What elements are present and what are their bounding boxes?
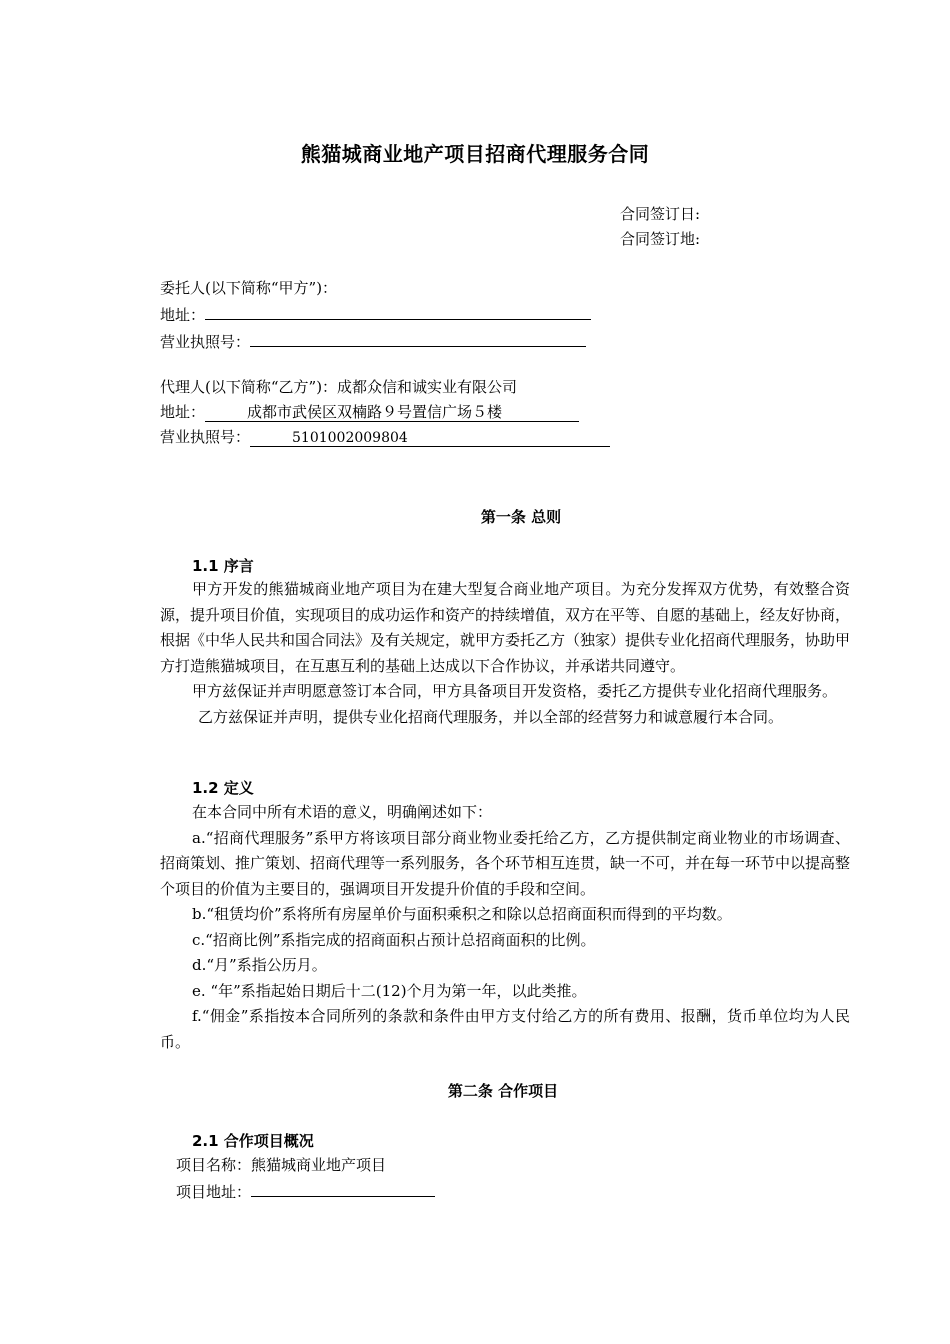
preamble-paragraph-3: 乙方兹保证并声明，提供专业化招商代理服务，并以全部的经营努力和诚意履行本合同。 [198,707,784,726]
project-name: 项目名称：熊猫城商业地产项目 [176,1156,387,1174]
party-b-block [160,375,610,450]
party-a-license-line [160,328,591,355]
section-1-2-heading: 1.2 定义 [192,779,254,797]
party-a-license-label: 营业执照号： [160,333,251,351]
party-a-address-value [205,301,591,320]
section-1-1-heading: 1.1 序言 [192,557,254,575]
party-b-license-underline [250,428,610,447]
definitions-intro: 在本合同中所有术语的意义，明确阐述如下： [192,803,493,821]
definition-e: e. “年”系指起始日期后十二(12)个月为第一年，以此类推。 [192,981,587,1000]
article-2-heading: 第二条 合作项目 [447,1082,559,1100]
party-b-address-label: 地址： [160,403,206,421]
signing-date-label: 合同签订日: [620,205,701,223]
signing-info [620,202,700,252]
party-a-address-label: 地址： [160,306,206,324]
party-b-license-label: 营业执照号： [160,428,251,446]
party-a-block [160,276,591,355]
document-title: 熊猫城商业地产项目招商代理服务合同 [300,142,650,166]
article-1-heading: 第一条 总则 [480,508,562,526]
party-a-intro: 委托人(以下简称“甲方”)： [160,279,338,297]
party-b-address-line [160,400,610,425]
project-overview [176,1153,435,1205]
party-a-license-value [250,328,586,347]
definition-f: f.“佣金”系指按本合同所列的条款和条件由甲方支付给乙方的所有费用、报酬，货币单位均为人民币。 [160,1007,850,1051]
project-address-value [251,1178,435,1197]
definition-a: a.“招商代理服务”系甲方将该项目部分商业物业委托给乙方，乙方提供制定商业物业的市场调查、招商策划、推广策划、招商代理等一系列服务，各个环节相互连贯，缺一不可，并在每一环节中以提高整个项目的价值为主要目的，强调项目开发提升价值的手段和空间。 [160,828,851,898]
party-b-address-underline [205,403,579,422]
party-b-license-line [160,425,610,450]
party-b-license-value: 5101002009804 [292,430,408,446]
section-1-2-body [160,800,850,1055]
section-2-1-heading: 2.1 合作项目概况 [192,1132,314,1150]
preamble-paragraph-1: 甲方开发的熊猫城商业地产项目为在建大型复合商业地产项目。为充分发挥双方优势，有效整合资源，提升项目价值，实现项目的成功运作和资产的持续增值，双方在平等、自愿的基础上，经友好协商，根据《中华人民共和国合同法》及有关规定，就甲方委托乙方（独家）提供专业化招商代理服务，协助甲方打造熊猫城项目，在互惠互利的基础上达成以下合作协议，并承诺共同遵守。 [160,580,851,675]
definition-c: c.“招商比例”系指完成的招商面积占预计总招商面积的比例。 [192,930,596,949]
preamble-paragraph-2: 甲方兹保证并声明愿意签订本合同，甲方具备项目开发资格，委托乙方提供专业化招商代理服务。 [192,682,838,700]
definition-d: d.“月”系指公历月。 [192,956,327,974]
section-1-1-body [160,577,850,730]
party-b-intro: 代理人(以下简称“乙方”)：成都众信和诚实业有限公司 [160,378,518,396]
definition-b: b.“租赁均价”系将所有房屋单价与面积乘积之和除以总招商面积而得到的平均数。 [192,905,732,923]
party-a-address-line [160,301,591,328]
signing-place-label: 合同签订地: [620,230,701,248]
party-b-address-value: 成都市武侯区双楠路９号置信广场５楼 [247,403,503,421]
project-address-label: 项目地址： [176,1183,252,1201]
project-address-line [176,1178,435,1205]
